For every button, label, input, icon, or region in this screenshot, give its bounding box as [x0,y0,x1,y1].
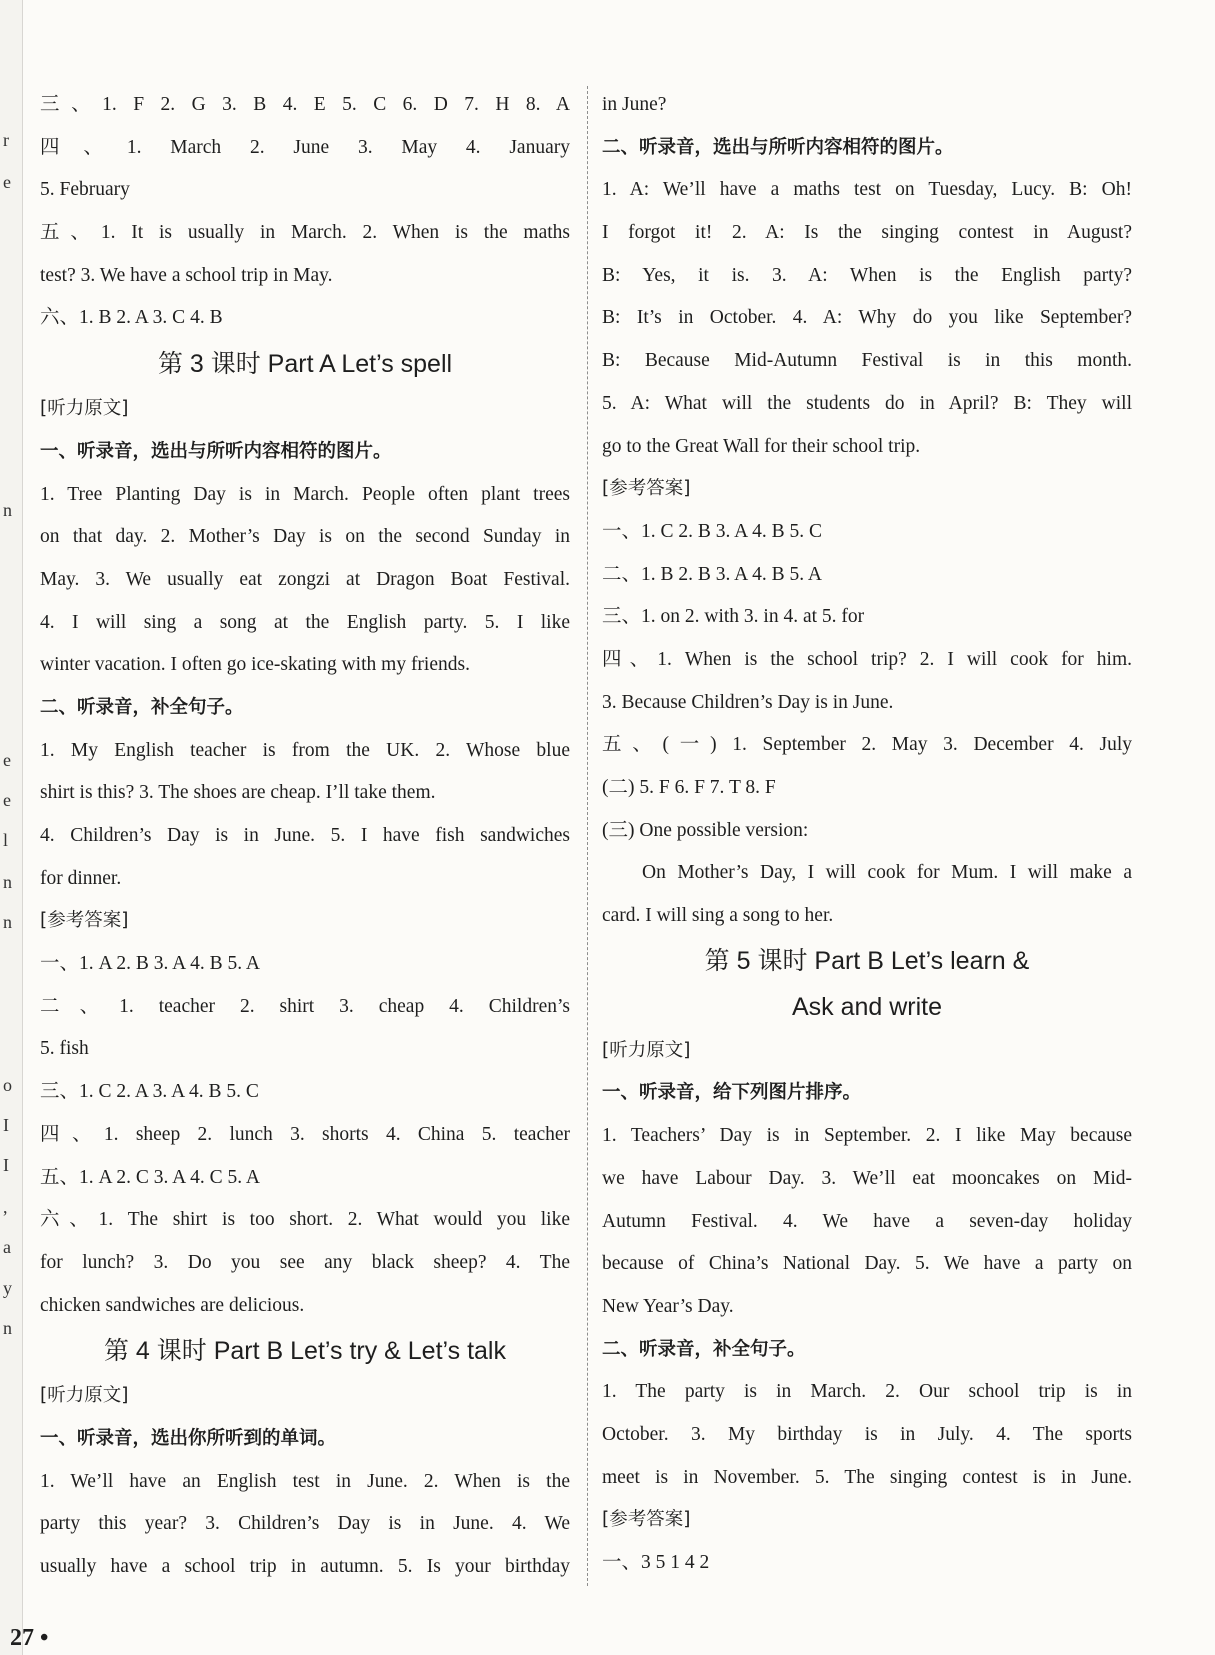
text-line: 四、1. sheep 2. lunch 3. shorts 4. China 5. teacher [40,1123,570,1145]
text-line: 四、1. When is the school trip? 2. I will cook for him. [602,648,1132,670]
text-line: 5. A: What will the students do in April? B: They will [602,392,1132,414]
margin-char: n [3,872,12,892]
text-line: shirt is this? 3. The shoes are cheap. I’ll take them. [40,782,436,804]
left-margin-strip [0,0,23,1655]
margin-char: r [3,130,9,150]
margin-char: o [3,1075,12,1095]
section-tag: [听力原文] [602,1039,691,1061]
question-heading: 一、听录音，给下列图片排序。 [602,1082,862,1104]
text-line: card. I will sing a song to her. [602,905,834,927]
page-number: 27 • [10,1625,49,1651]
text-line: usually have a school trip in autumn. 5. Is your birthday [40,1556,570,1577]
text-line: on that day. 2. Mother’s Day is on the second Sunday in [40,526,570,548]
text-line: 三、1. on 2. with 3. in 4. at 5. for [602,606,865,628]
question-heading: 一、听录音，选出与所听内容相符的图片。 [40,440,392,462]
margin-char: a [3,1237,11,1257]
text-line: 1. My English teacher is from the UK. 2. Whose blue [40,739,570,761]
margin-char: y [3,1278,12,1298]
right-column [602,84,1132,1585]
margin-char: e [3,750,11,770]
text-line: 五、(一) 1. September 2. May 3. December 4. July [602,734,1132,756]
lesson-heading: 第 3 课时 Part A Let’s spell [157,350,453,379]
text-line: 三、1. C 2. A 3. A 4. B 5. C [40,1081,259,1103]
text-line: party this year? 3. Children’s Day is in June. 4. We [40,1513,570,1535]
question-heading: 二、听录音，补全句子。 [40,696,244,718]
lesson-heading: Ask and write [791,992,943,1021]
margin-char: n [3,912,12,932]
section-tag: [参考答案] [40,910,129,932]
text-line: 六、1. The shirt is too short. 2. What would you like [40,1209,570,1231]
question-heading: 二、听录音，补全句子。 [602,1338,806,1360]
margin-char: n [3,500,12,520]
text-line: 五、1. A 2. C 3. A 4. C 5. A [40,1166,260,1188]
text-line: 六、1. B 2. A 3. C 4. B [40,307,223,329]
question-heading: 一、听录音，选出你所听到的单词。 [40,1427,337,1449]
text-line: 一、3 5 1 4 2 [602,1552,710,1573]
text-line: B: It’s in October. 4. A: Why do you like September? [602,307,1132,329]
section-tag: [听力原文] [40,1385,129,1407]
text-line: winter vacation. I often go ice-skating with my friends. [40,654,470,676]
text-line: 一、1. A 2. B 3. A 4. B 5. A [40,953,260,975]
text-line: (二) 5. F 6. F 7. T 8. F [602,777,776,798]
text-line: I forgot it! 2. A: Is the singing contest in August? [602,222,1132,244]
left-column [40,84,570,1589]
text-line: meet is in November. 5. The singing contest is in June. [602,1466,1132,1488]
text-line: 二、1. teacher 2. shirt 3. cheap 4. Children’s [40,995,570,1017]
text-line: 1. Tree Planting Day is in March. People often plant trees [40,483,570,505]
text-line: go to the Great Wall for their school trip. [602,435,921,457]
text-line: 二、1. B 2. B 3. A 4. B 5. A [602,563,822,585]
text-line: 3. Because Children’s Day is in June. [602,691,894,713]
text-line: chicken sandwiches are delicious. [40,1294,305,1316]
text-line: we have Labour Day. 3. We’ll eat mooncakes on Mid- [602,1167,1132,1189]
text-line: Autumn Festival. 4. We have a seven-day holiday [602,1210,1132,1232]
text-line: 1. Teachers’ Day is in September. 2. I like May because [602,1125,1132,1147]
text-line: 一、1. C 2. B 3. A 4. B 5. C [602,520,822,542]
text-line: for dinner. [40,867,122,889]
margin-char: , [3,1197,8,1217]
text-line: 五、1. It is usually in March. 2. When is the maths [40,222,570,244]
margin-char: I [3,1115,9,1135]
section-tag: [参考答案] [602,1509,691,1531]
text-line: because of China’s National Day. 5. We have a party on [602,1253,1132,1275]
text-line: (三) One possible version: [602,819,809,841]
text-line: 4. I will sing a song at the English party. 5. I like [40,611,570,633]
margin-char: e [3,172,11,192]
text-line: 4. Children’s Day is in June. 5. I have fish sandwiches [40,825,570,846]
text-line: October. 3. My birthday is in July. 4. The sports [602,1423,1132,1445]
text-line: 三、1. F 2. G 3. B 4. E 5. C 6. D 7. H 8. A [40,94,570,115]
text-line: 1. A: We’ll have a maths test on Tuesday, Lucy. B: Oh! [602,179,1132,201]
margin-char: n [3,1318,12,1338]
text-line: New Year’s Day. [602,1295,734,1317]
question-heading: 二、听录音，选出与所听内容相符的图片。 [602,136,954,158]
text-line: test? 3. We have a school trip in May. [40,264,333,286]
text-line: B: Yes, it is. 3. A: When is the English party? [602,264,1132,286]
text-line: 1. The party is in March. 2. Our school trip is in [602,1381,1132,1403]
text-line: 5. fish [40,1038,89,1060]
section-tag: [听力原文] [40,398,129,420]
margin-char: l [3,830,9,850]
text-line: B: Because Mid-Autumn Festival is in this month. [602,350,1132,372]
margin-char: e [3,790,11,810]
text-line: 5. February [40,179,130,201]
section-tag: [参考答案] [602,478,691,500]
lesson-heading: 第 5 课时 Part B Let’s learn & [704,946,1030,975]
lesson-heading: 第 4 课时 Part B Let’s try & Let’s talk [103,1337,506,1366]
column-divider [587,86,589,1586]
text-line: for lunch? 3. Do you see any black sheep? 4. The [40,1251,570,1273]
text-line: in June? [602,94,667,115]
margin-char: I [3,1155,9,1175]
text-line: May. 3. We usually eat zongzi at Dragon Boat Festival. [40,568,570,590]
text-line: 四、1. March 2. June 3. May 4. January [40,136,570,158]
text-line: On Mother’s Day, I will cook for Mum. I will make a [642,862,1132,884]
text-line: 1. We’ll have an English test in June. 2. When is the [40,1470,570,1492]
